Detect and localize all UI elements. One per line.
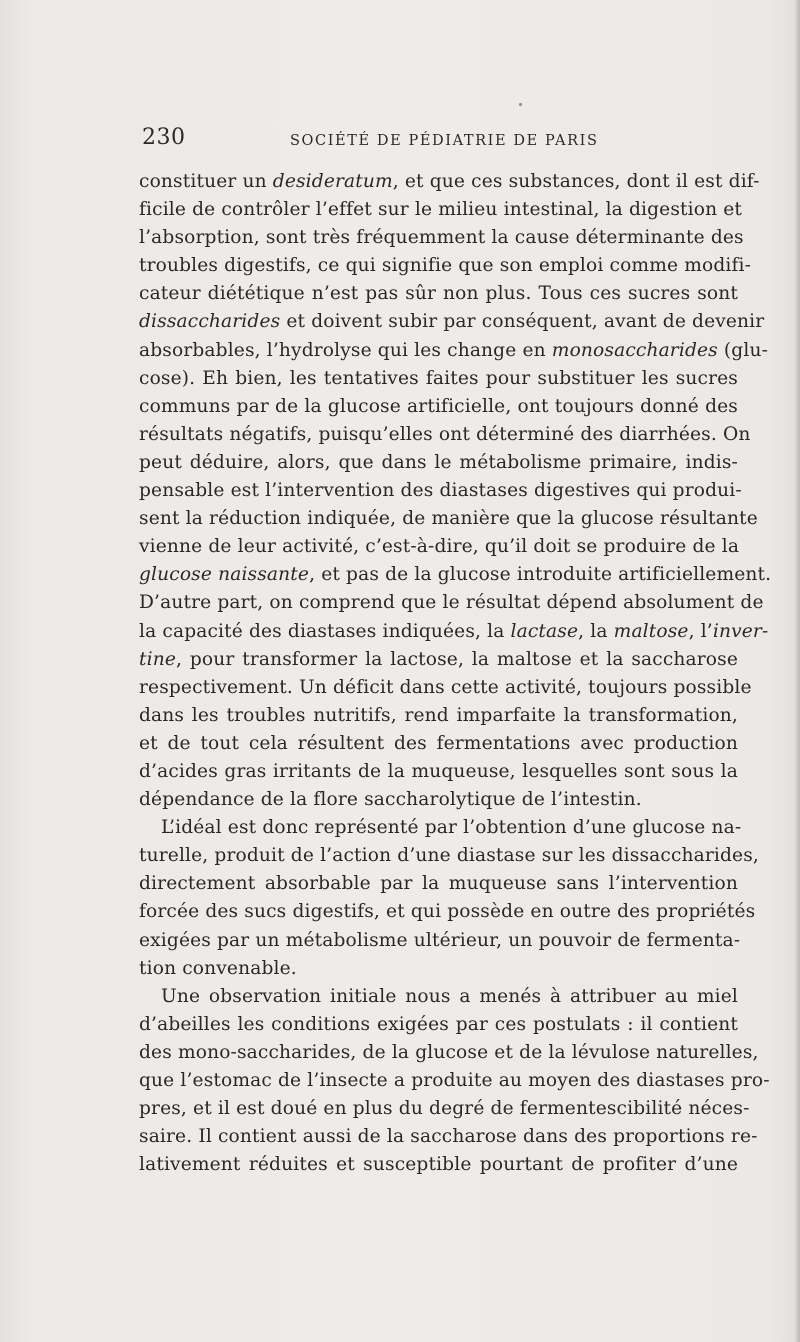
italic-term: monosaccharides (551, 339, 718, 361)
text-run: l’absorption, sont très fréquemment la cause déterminante des (139, 227, 744, 249)
text-run: peut déduire, alors, que dans le métabolisme primaire, indis- (139, 451, 738, 473)
text-run: sent la réduction indiquée, de manière que la glucose résultante (139, 508, 758, 530)
text-line (139, 674, 752, 702)
text-line (139, 730, 738, 758)
text-line (139, 561, 772, 589)
text-run: , et pas de la glucose introduite artificiellement. (309, 564, 772, 586)
text-run: des mono-saccharides, de la glucose et de la lévulose naturelles, (139, 1041, 759, 1063)
text-run: cateur diététique n’est pas sûr non plus. Tous ces sucres sont (139, 283, 738, 305)
running-head: SOCIÉTÉ DE PÉDIATRIE DE PARIS (290, 133, 599, 149)
text-run: résultats négatifs, puisqu’elles ont déterminé des diarrhées. On (139, 423, 751, 445)
text-line (139, 927, 741, 955)
text-line (139, 1039, 759, 1067)
text-run: dans les troubles nutritifs, rend imparfaite la transformation, (139, 704, 738, 726)
italic-term: maltose (613, 620, 689, 642)
text-line (139, 1095, 750, 1123)
text-line (139, 1123, 758, 1151)
text-run: communs par de la glucose artificielle, ont toujours donné des (139, 395, 738, 417)
text-line (139, 505, 758, 533)
text-run: L’idéal est donc représenté par l’obtention d’une glucose na- (161, 817, 742, 839)
text-run: et de tout cela résultent des fermentations avec production (139, 732, 738, 754)
text-run: respectivement. Un déficit dans cette activité, toujours possible (139, 676, 752, 698)
text-line (139, 786, 738, 814)
italic-term: tine (139, 648, 176, 670)
text-run: forcée des sucs digestifs, et qui possède en outre des propriétés (139, 901, 756, 923)
text-line (139, 449, 738, 477)
text-run: (glu- (717, 339, 769, 361)
text-run: exigées par un métabolisme ultérieur, un pouvoir de fermenta- (139, 929, 741, 951)
page-header (142, 123, 742, 163)
text-line (139, 365, 738, 393)
text-line (139, 870, 738, 898)
text-line (139, 196, 743, 224)
text-run: D’autre part, on comprend que le résultat dépend absolument de (139, 592, 764, 614)
text-line (139, 955, 738, 983)
text-line (139, 646, 738, 674)
italic-term: inver- (712, 620, 769, 642)
text-line (139, 814, 742, 842)
text-line (139, 280, 738, 308)
text-run: la capacité des diastases indiquées, la (139, 620, 511, 642)
text-run: saire. Il contient aussi de la saccharose dans des proportions re- (139, 1126, 758, 1148)
italic-term: desideratum (272, 171, 393, 192)
text-line (139, 224, 744, 252)
text-run: dépendance de la flore saccharolytique de l’intestin. (139, 789, 642, 811)
text-line (139, 983, 738, 1011)
text-run: ficile de contrôler l’effet sur le milieu intestinal, la digestion et (139, 199, 743, 221)
text-run: cose). Eh bien, les tentatives faites pour substituer les sucres (139, 367, 738, 389)
text-run: pres, et il est doué en plus du degré de fermentescibilité néces- (139, 1098, 750, 1120)
text-run: vienne de leur activité, c’est-à-dire, qu’il doit se produire de la (139, 536, 740, 558)
text-line (139, 758, 738, 786)
text-run: absorbables, l’hydrolyse qui les change en (139, 339, 552, 361)
text-line (139, 618, 769, 646)
text-line (139, 168, 760, 196)
text-run: Une observation initiale nous a menés à attribuer au miel (161, 985, 738, 1007)
italic-term: lactase (510, 620, 579, 642)
text-run: , et que ces substances, dont il est dif- (392, 171, 760, 192)
text-line (139, 308, 765, 336)
text-run: tion convenable. (139, 957, 297, 979)
text-run: et doivent subir par conséquent, avant de devenir (280, 311, 765, 333)
text-line (139, 1067, 770, 1095)
text-line (139, 1011, 738, 1039)
text-run: que l’estomac de l’insecte a produite au moyen des diastases pro- (139, 1070, 770, 1091)
text-line (139, 533, 738, 561)
text-line (139, 477, 742, 505)
page-edge-shadow (794, 0, 800, 1342)
text-run: , pour transformer la lactose, la maltose et la saccharose (176, 648, 738, 670)
body-text (139, 168, 772, 1179)
text-line (139, 421, 751, 449)
text-run: troubles digestifs, ce qui signifie que son emploi comme modifi- (139, 255, 752, 277)
text-run: directement absorbable par la muqueuse sans l’intervention (139, 873, 738, 895)
text-run: , la (578, 620, 614, 642)
text-line (139, 589, 764, 617)
text-run: lativement réduites et susceptible pourtant de profiter d’une (139, 1154, 738, 1176)
text-line (139, 842, 759, 870)
text-line (139, 1151, 738, 1179)
text-run: , l’ (688, 620, 713, 642)
text-line (139, 252, 752, 280)
text-line (139, 898, 756, 926)
text-run: d’abeilles les conditions exigées par ces postulats : il contient (139, 1013, 738, 1035)
page-number: 230 (142, 125, 186, 150)
text-run: d’acides gras irritants de la muqueuse, lesquelles sont sous la (139, 760, 738, 782)
italic-term: dissaccharides (139, 311, 281, 333)
text-line (139, 702, 738, 730)
text-run: pensable est l’intervention des diastases digestives qui produi- (139, 480, 742, 502)
italic-term: glucose naissante (139, 564, 310, 586)
text-line (139, 337, 769, 365)
text-line (139, 393, 738, 421)
text-run: turelle, produit de l’action d’une diastase sur les dissaccharides, (139, 845, 759, 867)
paper-speck (519, 103, 522, 106)
text-run: constituer un (139, 171, 273, 192)
